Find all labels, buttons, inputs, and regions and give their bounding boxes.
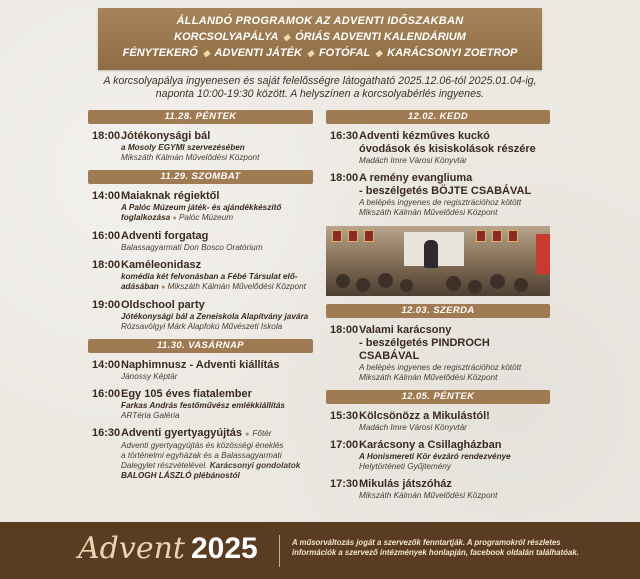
event-time: 14:00: [92, 190, 121, 202]
photo-audience: [514, 278, 528, 292]
event-subtitle: Farkas András festőművész emlékkiállítás: [121, 401, 285, 410]
footer-note-line-2: információk a szervező intézmények honlapján, facebook oldalán találhatóak.: [292, 548, 579, 557]
banner-item-zoetrope: KARÁCSONYI ZOETROP: [387, 47, 518, 59]
photo-decor: [492, 230, 502, 242]
event-item: [326, 130, 550, 166]
banner-item-light-wheel: FÉNYTEKERŐ: [122, 47, 198, 59]
logo-word: Advent: [78, 531, 185, 566]
photo-decor: [348, 230, 358, 242]
right-column: [326, 110, 550, 501]
day-header-1203: 12.03. SZERDA: [326, 304, 550, 318]
bullet-icon: ●: [161, 284, 166, 291]
event-item: [326, 439, 550, 472]
event-description-part: Dalegylet részvételével.: [121, 461, 208, 470]
event-time: 16:00: [92, 230, 121, 242]
event-subtitle-part: adásában: [121, 282, 159, 291]
diamond-separator-icon: ◆: [283, 32, 291, 42]
event-time: 17:30: [330, 478, 359, 490]
event-time: 15:30: [330, 410, 359, 422]
event-time: 16:30: [92, 427, 121, 439]
event-item: [88, 359, 313, 382]
advent-logo: [78, 531, 258, 566]
event-venue: Mikszáth Kálmán Művelődési Központ: [167, 282, 306, 291]
event-venue: Mikszáth Kálmán Művelődési Központ: [121, 153, 260, 162]
photo-audience: [446, 276, 461, 291]
photo-speaker: [424, 240, 438, 268]
event-title: Mikulás játszóház: [359, 478, 452, 490]
event-time: 17:00: [330, 439, 359, 451]
event-title: Karácsony a Csillagházban: [359, 439, 502, 451]
event-title: Maiaknak régiektől: [121, 190, 220, 202]
day-header-1130: 11.30. VASÁRNAP: [88, 339, 313, 353]
event-title: Kaméleonidasz: [121, 259, 202, 271]
event-title: Kölcsönözz a Mikulástól!: [359, 410, 490, 422]
event-venue: Főtér: [252, 429, 272, 438]
bullet-icon: ●: [172, 215, 177, 222]
event-time: 18:00: [330, 324, 359, 336]
banner-item-advent-calendar: ÓRIÁS ADVENTI KALENDÁRIUM: [295, 31, 466, 43]
intro-line-2: naponta 10:00-19:30 között. A helyszínen a korcsolyabérlés ingyenes.: [155, 88, 485, 100]
event-title: Oldschool party: [121, 299, 205, 311]
event-photo: [326, 226, 550, 296]
event-item: [326, 478, 550, 501]
event-venue: Madách Imre Városi Könyvtár: [359, 156, 467, 165]
event-description: a történelmi egyházak és a Balassagyarmati: [121, 451, 282, 460]
event-item: [88, 190, 313, 224]
event-title-cont: - beszélgetés BÖJTE CSABÁVAL: [359, 185, 532, 197]
event-description: [121, 461, 313, 471]
event-time: 18:00: [330, 172, 359, 184]
event-registration-note: A belépés ingyenes de regisztrációhoz kötött: [359, 198, 522, 207]
photo-decor: [364, 230, 374, 242]
footer-note: [292, 538, 592, 558]
event-title: Egy 105 éves fiatalember: [121, 388, 252, 400]
event-title-cont: - beszélgetés PINDROCH CSABÁVAL: [359, 337, 490, 362]
banner-item-advent-game: ADVENTI JÁTÉK: [214, 47, 302, 59]
event-item: [326, 172, 550, 218]
day-header-1205: 12.05. PÉNTEK: [326, 390, 550, 404]
logo-year: 2025: [190, 532, 258, 565]
banner-item-skating-rink: KORCSOLYAPÁLYA: [174, 31, 279, 43]
photo-decor: [476, 230, 486, 242]
event-time: 16:30: [330, 130, 359, 142]
event-item: [88, 130, 313, 163]
event-title-cont: óvodások és kisiskolások részére: [359, 143, 536, 155]
banner-line-2: [98, 31, 542, 43]
photo-decor: [508, 230, 518, 242]
footer-note-line-1: A műsorváltozás jogát a szervezők fenntartják. A programokról részletes: [292, 538, 561, 547]
photo-audience: [468, 280, 482, 294]
event-venue: Madách Imre Városi Könyvtár: [359, 423, 467, 432]
diamond-separator-icon: ◆: [306, 48, 314, 58]
photo-banner: [536, 234, 550, 274]
event-venue: Mikszáth Kálmán Művelődési Központ: [359, 373, 498, 382]
event-item: [88, 427, 313, 481]
photo-audience: [356, 278, 370, 292]
permanent-programs-banner: [98, 8, 542, 70]
event-title: Jótékonysági bál: [121, 130, 211, 142]
event-subtitle: komédia két felvonásban a Fébé Társulat elő-: [121, 272, 298, 281]
event-venue: ARTéria Galéria: [121, 411, 180, 420]
intro-line-1: A korcsolyapálya ingyenesen és saját felelősségre látogatható 2025.12.06-tól 2025.01.04-ig,: [103, 75, 537, 87]
event-subtitle: A Palóc Múzeum játék- és ajándékkészítő: [121, 203, 282, 212]
day-header-1202: 12.02. KEDD: [326, 110, 550, 124]
left-column: [88, 110, 313, 481]
photo-audience: [400, 279, 413, 292]
event-time: 18:00: [92, 259, 121, 271]
event-subtitle-cont: [121, 282, 313, 293]
event-venue: Mikszáth Kálmán Művelődési Központ: [359, 491, 498, 500]
banner-title: ÁLLANDÓ PROGRAMOK AZ ADVENTI IDŐSZAKBAN: [176, 15, 464, 27]
photo-audience: [336, 274, 350, 288]
event-item: [88, 299, 313, 332]
event-title: Adventi kézműves kuckó: [359, 130, 490, 142]
event-subtitle-cont: [121, 213, 313, 224]
event-description-bold: BALOGH LÁSZLÓ plébánostól: [121, 471, 240, 480]
event-title: A remény evangliuma: [359, 172, 473, 184]
event-venue: Palóc Múzeum: [178, 213, 234, 222]
event-title-text: Adventi gyertyagyújtás: [121, 427, 243, 439]
event-subtitle: A Honismereti Kör évzáró rendezvénye: [359, 452, 511, 461]
diamond-separator-icon: ◆: [375, 48, 383, 58]
event-venue: Balassagyarmati Don Bosco Oratórium: [121, 243, 263, 252]
event-title: Naphimnusz - Adventi kiállítás: [121, 359, 280, 371]
event-subtitle: Jótékonysági bál a Zeneiskola Alapítvány javára: [121, 312, 309, 321]
event-item: [88, 259, 313, 293]
event-time: 19:00: [92, 299, 121, 311]
event-subtitle: a Mosoly EGYMI szervezésében: [121, 143, 245, 152]
banner-item-photo-wall: FOTÓFAL: [318, 47, 371, 59]
event-item: [326, 410, 550, 433]
event-time: 14:00: [92, 359, 121, 371]
event-item: [326, 324, 550, 383]
photo-decor: [332, 230, 342, 242]
event-item: [88, 230, 313, 253]
diamond-separator-icon: ◆: [202, 48, 210, 58]
bullet-icon: ●: [245, 431, 250, 438]
event-title: Adventi forgatag: [121, 230, 209, 242]
event-venue: Helytörténeti Gyűjtemény: [359, 462, 451, 471]
event-subtitle-part: foglalkozása: [121, 213, 171, 222]
intro-text: [60, 75, 580, 101]
event-time: 18:00: [92, 130, 121, 142]
footer-divider: [279, 535, 280, 567]
event-item: [88, 388, 313, 421]
day-header-1128: 11.28. PÉNTEK: [88, 110, 313, 124]
event-title: Valami karácsony: [359, 324, 452, 336]
event-venue: Rózsavölgyi Márk Alapfokú Művészeti Iskola: [121, 322, 283, 331]
photo-audience: [378, 273, 393, 288]
event-description: Adventi gyertyagyújtás és közösségi éneklés: [121, 441, 284, 450]
banner-line-3: [98, 47, 542, 59]
event-registration-note: A belépés ingyenes de regisztrációhoz kötött: [359, 363, 522, 372]
day-header-1129: 11.29. SZOMBAT: [88, 170, 313, 184]
event-venue: Jánossy Képtár: [121, 372, 178, 381]
event-time: 16:00: [92, 388, 121, 400]
event-title: [121, 427, 313, 441]
photo-audience: [490, 274, 505, 289]
event-venue: Mikszáth Kálmán Művelődési Központ: [359, 208, 498, 217]
event-description-bold: Karácsonyi gondolatok: [209, 461, 301, 470]
footer: [0, 522, 640, 579]
